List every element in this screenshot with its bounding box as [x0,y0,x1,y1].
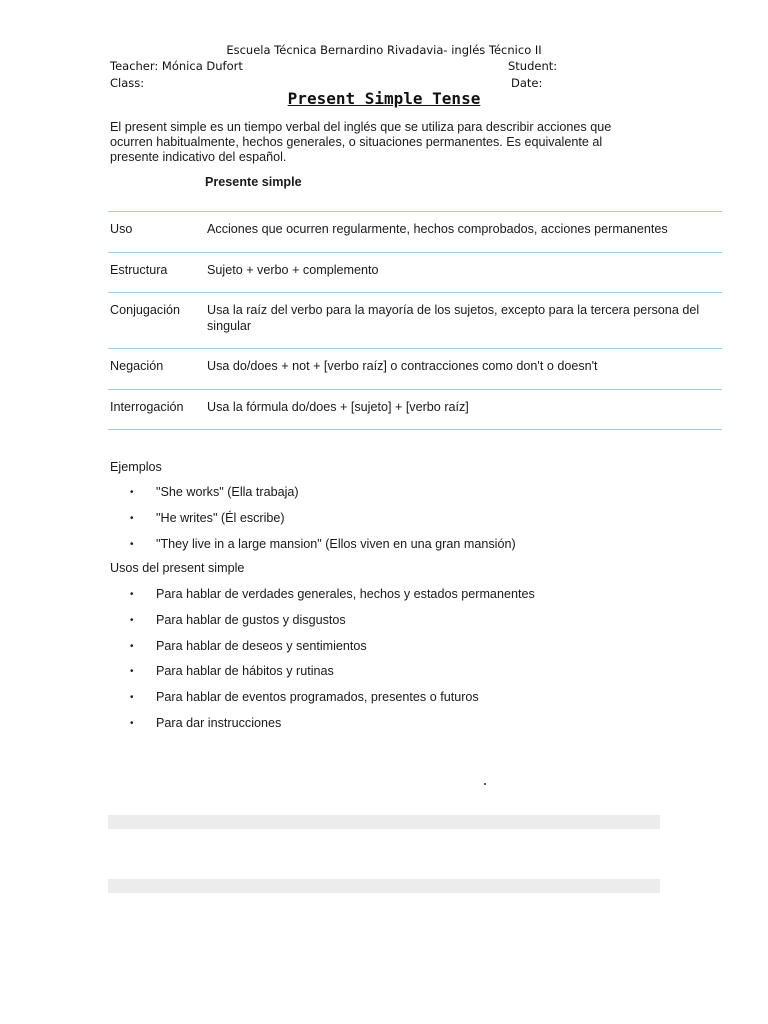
table-row [108,349,722,390]
uses-list [130,587,535,742]
list-item [130,664,535,690]
uses-heading: Usos del present simple [110,561,245,575]
grammar-table [108,211,722,430]
bullet-icon: • [130,614,134,626]
bullet-icon: • [130,538,134,550]
row-value: Sujeto + verbo + complemento [207,262,379,277]
gray-band [108,815,660,829]
row-label: Uso [110,222,133,236]
list-item [130,511,516,537]
row-label: Interrogación [110,399,184,414]
use-text: Para hablar de gustos y disgustos [156,612,346,627]
page-title: Present Simple Tense [287,89,481,108]
row-label: Negación [110,359,164,373]
list-item [130,537,516,563]
row-value: Usa do/does + not + [verbo raíz] o contracciones como don't o doesn't [207,359,598,373]
school-name: Escuela Técnica Bernardino Rivadavia- inglés Técnico II [226,43,542,57]
table-heading: Presente simple [205,175,302,189]
bullet-icon: • [130,640,134,652]
list-item [130,613,535,639]
list-item [130,690,535,716]
teacher-label: Teacher: Mónica Dufort [110,59,243,73]
gray-band [108,879,660,893]
list-item [130,639,535,665]
use-text: Para hablar de deseos y sentimientos [156,638,367,653]
list-item [130,587,535,613]
use-text: Para hablar de verdades generales, hechos y estados permanentes [156,587,535,601]
bullet-icon: • [130,717,134,729]
bullet-icon: • [130,692,134,704]
row-label: Estructura [110,262,168,277]
date-label: Date: [511,76,543,90]
list-item [130,485,516,511]
example-text: "They live in a large mansion" (Ellos viven en una gran mansión) [156,536,516,551]
row-value: Usa la fórmula do/does + [sujeto] + [verbo raíz] [207,399,469,414]
class-label: Class: [110,76,145,90]
table-row [108,390,722,431]
example-text: "He writes" (Él escribe) [156,510,285,525]
intro-paragraph: El present simple es un tiempo verbal del inglés que se utiliza para describir acciones que ocurren habitualmente, hechos generales, o situaciones permanentes. Es equivalente al presente indicativo del español. [110,120,612,164]
use-text: Para dar instrucciones [156,715,282,730]
use-text: Para hablar de eventos programados, presentes o futuros [156,690,479,705]
student-label: Student: [508,59,558,73]
row-value: Usa la raíz del verbo para la mayoría de los sujetos, excepto para la tercera persona del singular [207,303,700,333]
use-text: Para hablar de hábitos y rutinas [156,664,334,679]
table-row [108,293,722,349]
list-item [130,716,535,742]
row-value: Acciones que ocurren regularmente, hechos comprobados, acciones permanentes [207,222,668,236]
example-text: "She works" (Ella trabaja) [156,485,299,499]
bullet-icon: • [130,487,134,498]
table-row [108,253,722,294]
examples-list [130,485,516,562]
stray-dot [484,783,486,785]
row-label: Conjugación [110,303,181,317]
bullet-icon: • [130,512,134,524]
examples-heading: Ejemplos [110,460,162,474]
table-row [108,212,722,253]
bullet-icon: • [130,589,134,600]
bullet-icon: • [130,666,134,678]
